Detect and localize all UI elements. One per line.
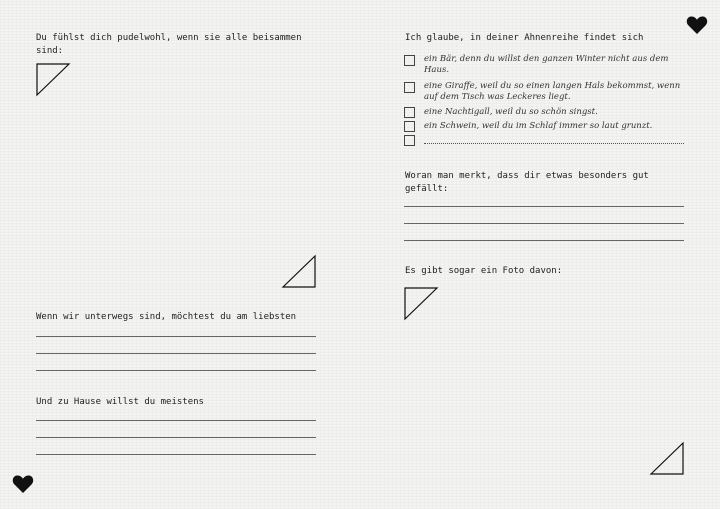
option-label: eine Giraffe, weil du so einen langen Hals bekommst, wenn auf dem Tisch was Leckeres liegt. bbox=[424, 81, 681, 102]
option-label: ein Bär, denn du willst den ganzen Winter nicht aus dem Haus. bbox=[424, 54, 669, 75]
answer-line[interactable] bbox=[36, 353, 316, 354]
option-checkbox[interactable] bbox=[404, 55, 415, 66]
option-checkbox[interactable] bbox=[404, 82, 415, 93]
heart-icon bbox=[12, 474, 34, 494]
question-zu-hause: Und zu Hause willst du meistens bbox=[36, 397, 204, 407]
answer-line[interactable] bbox=[36, 370, 316, 371]
option-label: eine Nachtigall, weil du so schön singst. bbox=[424, 107, 598, 117]
option-checkbox[interactable] bbox=[404, 121, 415, 132]
answer-line[interactable] bbox=[404, 223, 684, 224]
photo-corner-icon bbox=[36, 63, 70, 96]
answer-line[interactable] bbox=[36, 336, 316, 337]
answer-line[interactable] bbox=[36, 454, 316, 455]
ancestors-title: Ich glaube, in deiner Ahnenreihe findet sich bbox=[405, 33, 644, 43]
answer-line[interactable] bbox=[36, 437, 316, 438]
photo-corner-icon bbox=[404, 287, 438, 320]
heart-icon bbox=[686, 15, 708, 35]
custom-option-line[interactable] bbox=[424, 143, 684, 144]
question-pudelwohl: Du fühlst dich pudelwohl, wenn sie alle beisammen sind: bbox=[36, 33, 302, 56]
question-foto: Es gibt sogar ein Foto davon: bbox=[405, 266, 563, 276]
answer-line[interactable] bbox=[404, 206, 684, 207]
photo-corner-icon bbox=[282, 255, 316, 288]
answer-line[interactable] bbox=[404, 240, 684, 241]
answer-line[interactable] bbox=[36, 420, 316, 421]
photo-corner-icon bbox=[650, 442, 684, 475]
option-checkbox[interactable] bbox=[404, 135, 415, 146]
question-unterwegs: Wenn wir unterwegs sind, möchtest du am liebsten bbox=[36, 312, 297, 322]
option-checkbox[interactable] bbox=[404, 107, 415, 118]
question-gefaellt: Woran man merkt, dass dir etwas besonders gut gefällt: bbox=[405, 171, 649, 194]
option-label: ein Schwein, weil du im Schlaf immer so laut grunzt. bbox=[424, 121, 653, 131]
